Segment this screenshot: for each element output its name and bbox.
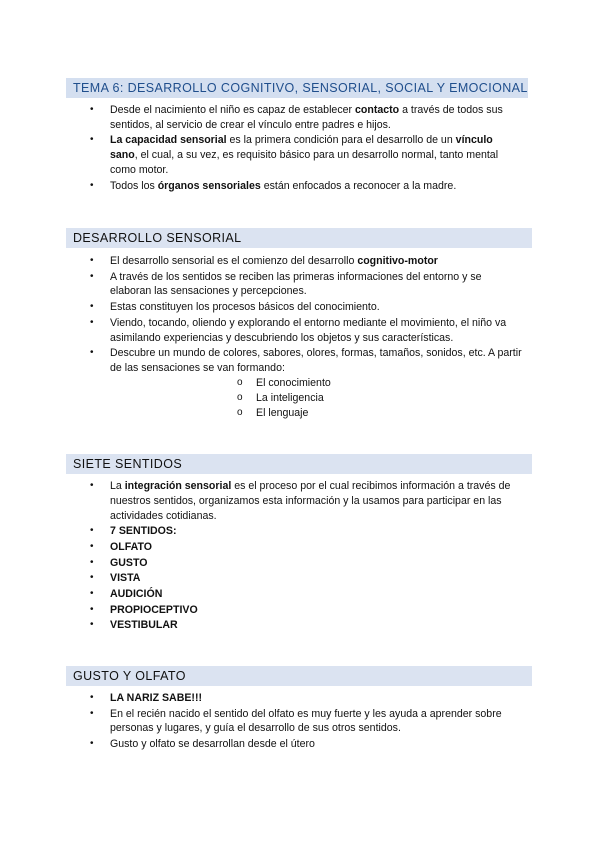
bullet-icon: • (90, 301, 94, 313)
bullet-icon: • (90, 692, 94, 703)
bullet-icon: • (90, 270, 94, 282)
bullet-icon: • (90, 572, 94, 584)
section-title: SIETE SENTIDOS (73, 457, 183, 471)
section-title: GUSTO Y OLFATO (73, 669, 186, 683)
bullet-icon: • (90, 588, 94, 600)
section-heading-tema6 (66, 78, 528, 98)
bullet-icon: • (90, 738, 94, 750)
bullet-list-desarrollo-sensorial (0, 254, 522, 420)
bullet-list-siete-sentidos (0, 479, 522, 633)
bullet-icon: • (90, 556, 94, 568)
sub-list (110, 376, 522, 420)
bullet-icon: • (90, 347, 94, 359)
list-item: • El desarrollo sensorial es el comienzo del desarrollo cognitivo-motor (90, 255, 438, 267)
bullet-icon: • (90, 179, 94, 191)
bullet-icon: • (90, 619, 94, 631)
bullet-icon: • (90, 104, 94, 115)
bullet-icon: • (90, 255, 94, 266)
bullet-list-gusto-olfato (0, 691, 522, 752)
list-item: • GUSTO (90, 556, 148, 569)
sub-list-item: o El lenguaje (237, 406, 309, 419)
section-title: DESARROLLO SENSORIAL (73, 231, 242, 245)
list-item: • VESTIBULAR (90, 619, 178, 632)
circle-bullet-icon: o (237, 406, 243, 418)
list-item: • La integración sensorial es el proceso por el cual recibimos información a través de nuestros sentidos, organizamos esta información y la usamos para participar en las actividades cotidianas. (90, 480, 511, 522)
section-heading-gusto-olfato (66, 666, 532, 686)
list-item: • PROPIOCEPTIVO (90, 603, 198, 616)
bullet-icon: • (90, 480, 94, 491)
list-item: • AUDICIÓN (90, 588, 163, 601)
bullet-icon: • (90, 316, 94, 328)
list-item: • 7 SENTIDOS: (90, 525, 177, 538)
list-item: • OLFATO (90, 540, 152, 553)
list-item: • Descubre un mundo de colores, sabores, olores, formas, tamaños, sonidos, etc. A partir de las sensaciones se van formando: o El conocimiento o La inteligencia o El lenguaje (0, 346, 522, 420)
list-item: • Viendo, tocando, oliendo y explorando el entorno mediante el movimiento, el niño va asimilando experiencias y descubriendo los objetos y sus características. (90, 316, 507, 344)
list-item: • Todos los órganos sensoriales están enfocados a reconocer a la madre. (90, 179, 457, 192)
list-item: • Gusto y olfato se desarrollan desde el útero (90, 738, 315, 751)
list-item: • LA NARIZ SABE!!! (90, 692, 202, 704)
bullet-icon: • (90, 603, 94, 615)
section-title: TEMA 6: DESARROLLO COGNITIVO, SENSORIAL, SOCIAL Y EMOCIONAL (73, 81, 528, 95)
bullet-icon: • (90, 540, 94, 552)
bullet-icon: • (90, 134, 94, 146)
list-item: • A través de los sentidos se reciben las primeras informaciones del entorno y se elaboran las sensaciones y percepciones. (90, 270, 482, 298)
list-item: • Desde el nacimiento el niño es capaz de establecer contacto a través de todos sus sentidos, al servicio de crear el vínculo entre padres e hijos. (90, 104, 503, 131)
list-item: • VISTA (90, 572, 141, 585)
bullet-icon: • (90, 707, 94, 719)
list-item: • En el recién nacido el sentido del olfato es muy fuerte y les ayuda a aprender sobre personas y lugares, y guía el desarrollo de sus otros sentidos. (90, 707, 502, 735)
list-item: • La capacidad sensorial es la primera condición para el desarrollo de un vínculo sano, el cual, a su vez, es requisito básico para un desarrollo normal, tanto mental como motor. (90, 134, 499, 177)
section-heading-desarrollo-sensorial (66, 228, 532, 248)
section-heading-siete-sentidos (66, 454, 532, 474)
bullet-list-tema6 (0, 103, 522, 194)
bullet-icon: • (90, 525, 94, 537)
list-item: • Estas constituyen los procesos básicos del conocimiento. (90, 301, 380, 314)
sub-list-item: o El conocimiento (237, 376, 331, 389)
circle-bullet-icon: o (237, 391, 243, 403)
sub-list-item: o La inteligencia (237, 391, 324, 404)
circle-bullet-icon: o (237, 376, 243, 388)
